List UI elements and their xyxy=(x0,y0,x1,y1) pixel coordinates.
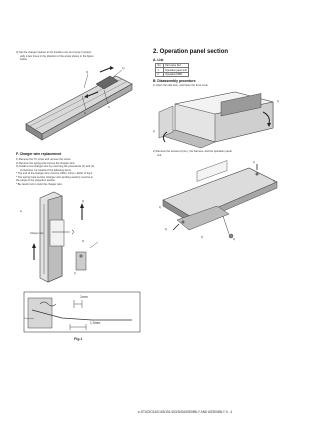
fig4-label-1b: 1) xyxy=(153,130,156,133)
dimension-1mm: 1mm xyxy=(80,295,88,299)
disassembly-heading: B. Disassembly procedure xyxy=(153,79,196,83)
list-heading: A. List xyxy=(153,58,164,62)
bullet-1: * The end of the charger wire must be within 1.5mm. Refer to Fig.1. xyxy=(16,172,94,175)
fig5-label-1b: 1) xyxy=(273,180,276,183)
step-1: 1) Remove the TC cover and remove the screw. xyxy=(16,158,72,161)
table-cell-no: 2 xyxy=(156,72,164,76)
fig2-label-1b: 1) xyxy=(74,272,77,275)
figure-caption: Fig.1 xyxy=(74,337,83,341)
step-2: 2) Remove the spring and remove the charger wire. xyxy=(16,161,76,165)
fig5-label-3b: 3) xyxy=(233,238,236,241)
projection-label: Projection xyxy=(24,318,34,320)
table-header-part: Part name Ref. xyxy=(163,64,189,68)
fig5-label-3a: 3) xyxy=(201,236,204,239)
table-cell-no: 1 xyxy=(156,68,164,72)
step3-line-2: cally a few times in the direction of the arrow shown in the figure xyxy=(20,54,94,58)
bullet-3: * Be careful not to twist the charger wire. xyxy=(16,182,63,186)
table-cell-part: Operation PWB xyxy=(163,72,189,76)
step-3: 3) Install a new charger wire by reversing the procedures (1) and (2). xyxy=(16,165,95,168)
step3-line-3: below. xyxy=(20,58,28,61)
table-header-no: No. xyxy=(157,64,162,68)
parts-table xyxy=(155,63,189,77)
right-step-1: 1) Open the side door, and Open the front cover. xyxy=(153,84,209,87)
transfer-unit-figure xyxy=(24,64,144,142)
section-title: 2. Operation panel section xyxy=(153,49,229,55)
fig2-charger-wire-label: Charger wire xyxy=(30,232,44,235)
fig1-label-a: A) xyxy=(122,67,125,70)
fig1-label-2: 2) xyxy=(84,112,87,115)
fig4-label-1a: 1) xyxy=(277,100,280,103)
fig2-label-1a: 1) xyxy=(20,210,23,213)
step-3-note: At that time, be careful of the following items. xyxy=(20,168,72,172)
charger-wire-heading: F. Charger wire replacement xyxy=(16,152,62,156)
fig5-label-2: 2) xyxy=(165,228,168,231)
dimension-1-5mm: 1.5mm xyxy=(90,321,101,325)
fig5-label-1a: 1) xyxy=(253,161,256,164)
fig5-label-1c: 1) xyxy=(159,206,162,209)
bullet-2: * The spring hook section (charger wire winding section) must be in xyxy=(16,175,94,179)
fig1-label-1: 1) xyxy=(108,106,111,109)
operation-panel-figure xyxy=(157,160,285,242)
step3-line-1: 3) Set the charger cleaner to the transfer unit, and move it recipro- xyxy=(16,51,92,54)
table-cell-part: Operation panel unit xyxy=(165,68,187,72)
table-row xyxy=(156,72,189,76)
fig1-label-3: 3) xyxy=(86,71,89,74)
page-footer: e-STUDIO162/163/151/153/DISASSEMBLY AND ASSEMBLY 5 - 4 xyxy=(138,410,233,414)
right-step-2: 2) Remove the screws of pcs.), the harness, and the operation panel xyxy=(153,150,232,153)
bullet-2-cont: the range of the projection section. xyxy=(16,179,56,182)
copier-open-figure xyxy=(155,90,285,148)
right-step-2-cont: unit. xyxy=(157,153,162,157)
charger-wire-figure xyxy=(20,190,140,285)
fig2-label-2: 2) xyxy=(82,200,85,203)
fig2-label-3: 3) xyxy=(82,240,85,243)
